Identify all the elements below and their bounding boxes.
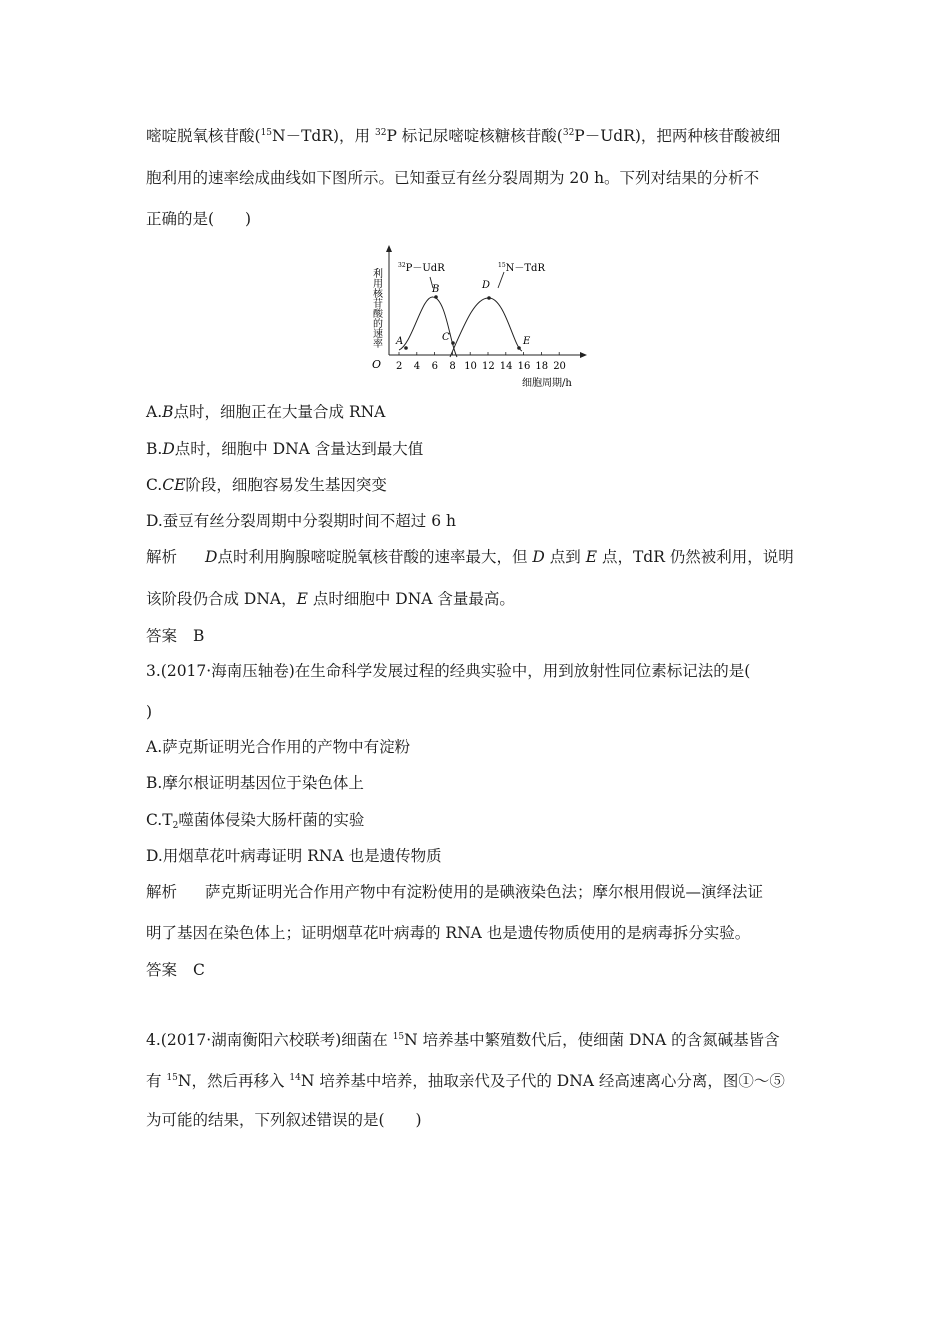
x-tick-label: 16 — [517, 361, 531, 372]
q4-stem-line-3: 为可能的结果，下列叙述错误的是( ) — [146, 1111, 422, 1129]
label-p-udr: $^{32}$P－UdR — [398, 262, 445, 274]
q2-option-a: A.B点时，细胞正在大量合成 RNA — [146, 403, 386, 421]
label-c: C — [442, 332, 450, 343]
point-d — [487, 296, 491, 300]
q3-option-d: D.用烟草花叶病毒证明 RNA 也是遗传物质 — [146, 847, 442, 865]
q4-stem-line-2: 有 $^{15}$N，然后再移入 $^{14}$N 培养基中培养，抽取亲代及子代的 DNA 经高速离心分离，图①～⑤ — [146, 1072, 785, 1090]
q3-analysis-line-1: 解析 萨克斯证明光合作用产物中有淀粉使用的是碘液染色法；摩尔根用假说—演绎法证 — [146, 883, 764, 901]
q4-stem-line-1: 4.(2017·湖南衡阳六校联考)细菌在 $^{15}$N 培养基中繁殖数代后，使细菌 DNA 的含氮碱基皆含 — [146, 1031, 780, 1049]
x-tick-label: 20 — [553, 361, 566, 372]
q3-stem-line-2: ) — [146, 703, 153, 721]
x-tick-label: 4 — [413, 361, 421, 372]
q2-stem-line-3: 正确的是( ) — [146, 210, 252, 228]
q3-answer: 答案 C — [146, 961, 205, 979]
leader-n-tdr — [498, 272, 504, 288]
origin-label: O — [372, 358, 382, 371]
q3-option-a: A.萨克斯证明光合作用的产物中有淀粉 — [146, 738, 411, 756]
q3-analysis-line-2: 明了基因在染色体上；证明烟草花叶病毒的 RNA 也是遗传物质使用的是病毒拆分实验。 — [146, 924, 751, 942]
q3-option-c: $C.T_2$噬菌体侵染大肠杆菌的实验 — [146, 811, 365, 831]
point-e — [517, 346, 521, 350]
nucleotide-utilization-graph — [362, 240, 592, 390]
q2-stem-line-1: 嘧啶脱氧核苷酸($^{15}$N－TdR)，用 $^{32}$P 标记尿嘧啶核糖核苷酸($^{32}$P－UdR)，把两种核苷酸被细 — [146, 127, 781, 145]
x-tick-label: 2 — [396, 361, 403, 372]
x-tick-label: 18 — [535, 361, 549, 372]
q3-option-b: B.摩尔根证明基因位于染色体上 — [146, 774, 364, 792]
x-tick-label: 14 — [499, 361, 513, 372]
q2-answer: 答案 B — [146, 627, 205, 645]
q2-analysis-line-2: 该阶段仍合成 DNA，E 点时细胞中 DNA 含量最高。 — [146, 590, 515, 608]
curve-n-tdr — [450, 298, 522, 357]
label-e: E — [523, 336, 531, 347]
label-n-tdr: $^{15}$N－TdR — [498, 262, 545, 274]
q2-option-d: D.蚕豆有丝分裂周期中分裂期时间不超过 6 h — [146, 512, 457, 530]
label-d: D — [482, 280, 491, 291]
x-tick-label: 12 — [482, 361, 495, 372]
q2-option-b: B.D点时，细胞中 DNA 含量达到最大值 — [146, 440, 424, 458]
point-b — [434, 295, 438, 299]
q2-analysis-line-1: 解析 D点时利用胸腺嘧啶脱氧核苷酸的速率最大，但 D 点到 E 点，TdR 仍然被利用，说明 — [146, 548, 794, 566]
label-a: A — [396, 336, 404, 347]
point-c — [451, 341, 455, 345]
x-axis-label: 细胞周期/h — [522, 378, 572, 389]
q3-stem-line-1: 3.(2017·海南压轴卷)在生命科学发展过程的经典实验中，用到放射性同位素标记法的是( — [146, 662, 751, 680]
label-b: B — [432, 284, 440, 295]
x-tick-label: 10 — [464, 361, 477, 372]
svg-text:利用核苷酸的速率: 利用核苷酸的速率 — [370, 268, 382, 348]
y-axis-label — [371, 267, 383, 348]
y-axis-arrow — [386, 245, 392, 252]
point-a — [404, 346, 408, 350]
x-axis-arrow — [580, 352, 587, 358]
x-tick-label: 6 — [431, 361, 438, 372]
x-tick-label: 8 — [449, 361, 456, 372]
q2-option-c: C.CE阶段，细胞容易发生基因突变 — [146, 476, 387, 494]
q2-stem-line-2: 胞利用的速率绘成曲线如下图所示。已知蚕豆有丝分裂周期为 20 h。下列对结果的分析不 — [146, 169, 760, 187]
